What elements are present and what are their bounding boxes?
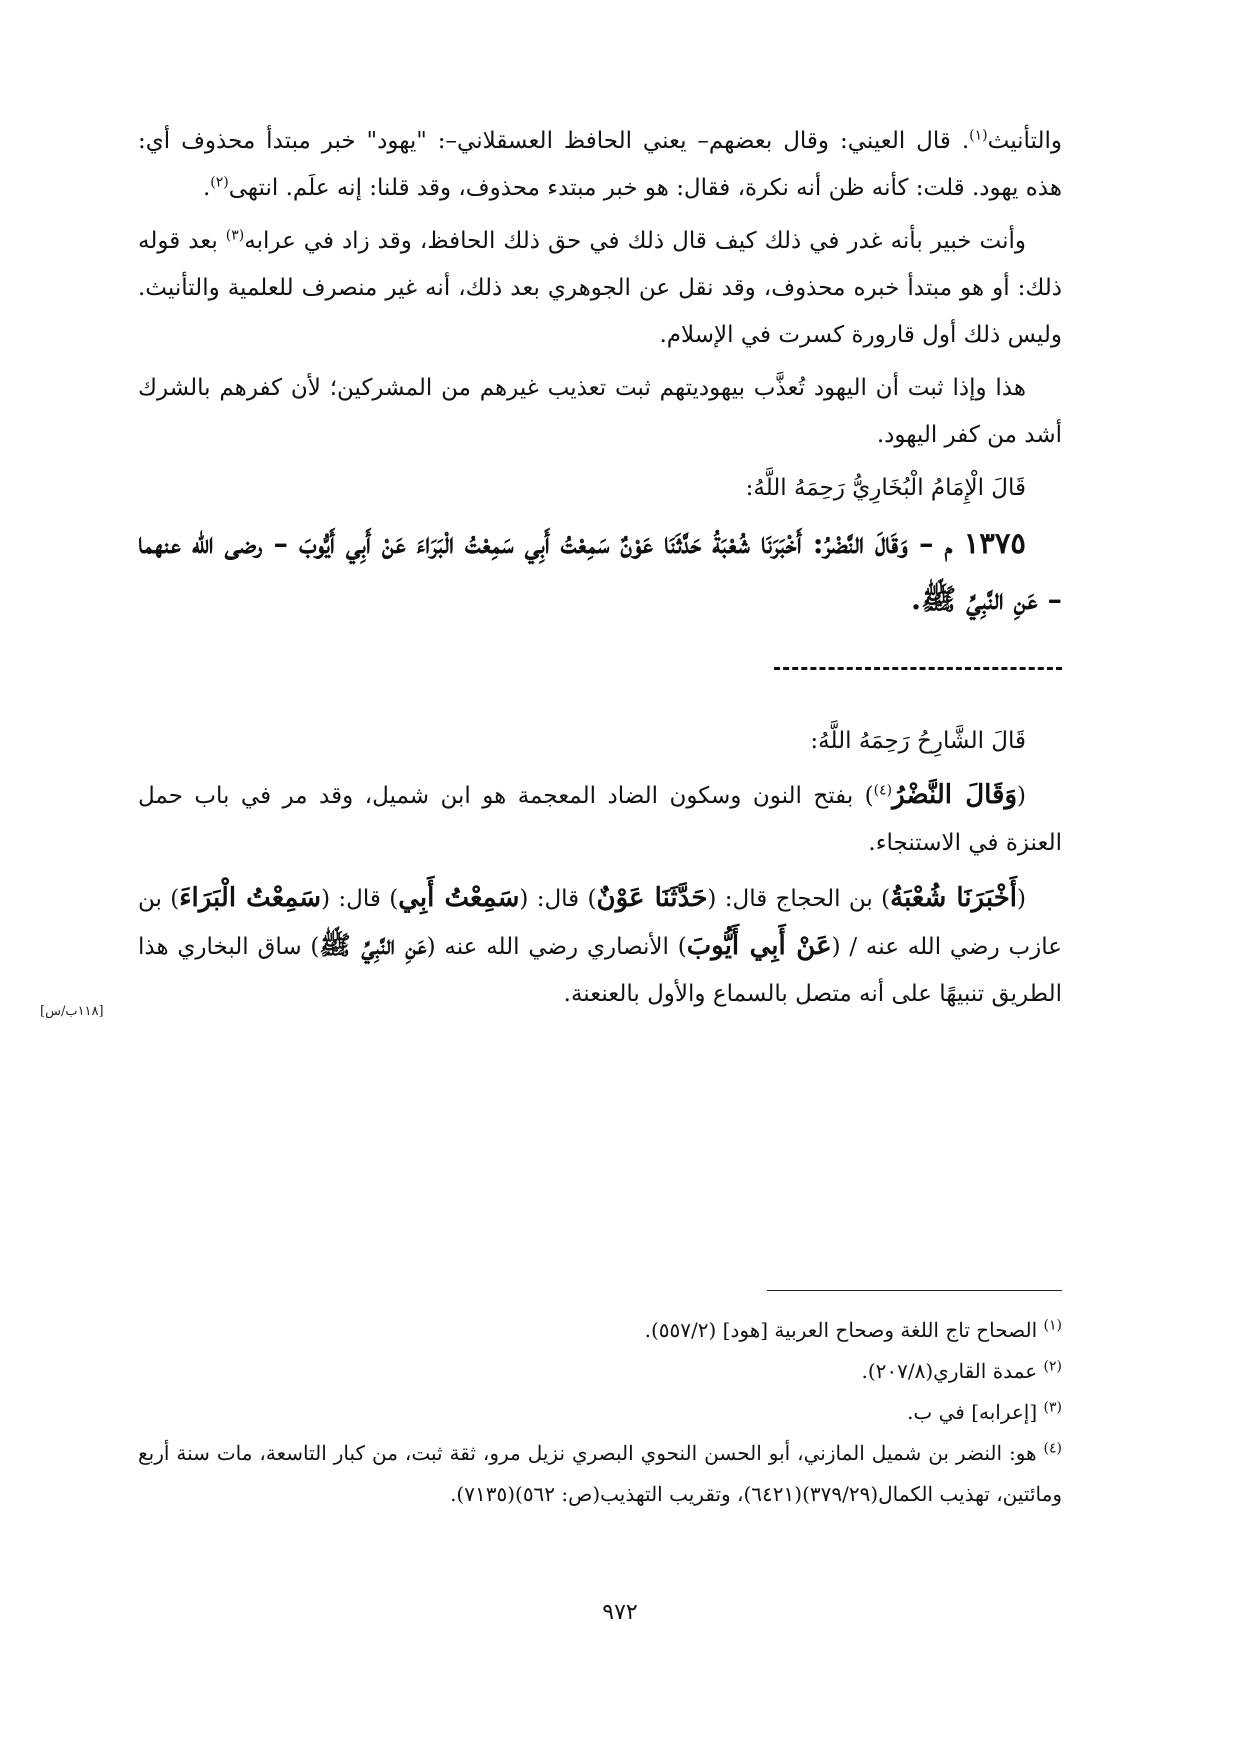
bold-quote: سَمِعْتُ الْبَرَاءَ (179, 883, 322, 913)
footnote-ref[interactable]: (١) (969, 127, 988, 144)
footnote-text: هو: النضر بن شميل المازني، أبو الحسن النحوي البصري نزيل مرو، ثقة ثبت، من كبار التاسعة، مات سنة أربع ومائتين، تهذيب الكمال(٣٧٩/٢٩)(٦٤٢١)، وتقريب التهذيب(ص: ٥٦٢)(٧١٣٥). (138, 1441, 1062, 1506)
main-text (138, 118, 1062, 1024)
footnote-number: (٢) (1043, 1358, 1062, 1375)
footnote-ref[interactable]: (٣) (225, 227, 245, 244)
bold-quote: عَنْ أَبِي أَيُّوبَ (686, 931, 832, 961)
paragraph-3: هذا وإذا ثبت أن اليهود تُعذَّب بيهوديتهم ثبت تعذيب غيرهم من المشركين؛ لأن كفرهم بالشرك أشد من كفر اليهود. (138, 375, 1062, 448)
paragraph-2 (138, 218, 1062, 359)
footnote-divider (767, 1290, 1062, 1291)
text-span: ) بن الحجاج قال: ( (707, 886, 891, 912)
text-span: ) قال: ( (321, 886, 399, 912)
footnote-number: (٤) (1043, 1440, 1062, 1457)
bold-quote: حَدَّثَنَا عَوْنٌ (596, 883, 708, 913)
footnote-4 (138, 1433, 1062, 1515)
text-span: والتأنيث (987, 128, 1062, 154)
footnote-text: عمدة القاري(٢٠٧/٨). (861, 1359, 1044, 1383)
text-span: بعد قوله ذلك: أو هو مبتدأ خبره محذوف، وقد نقل عن الجوهري بعد ذلك، أنه غير منصرف للعلمية والتأنيث. وليس ذلك أول قارورة كسرت في الإسلام. (138, 228, 1062, 348)
footnote-number: (٣) (1043, 1399, 1062, 1416)
text-span: ( (1017, 783, 1026, 809)
manuscript-margin-note: [١١٨ب/س] (40, 1004, 104, 1019)
text-span: ) قال: ( (519, 886, 597, 912)
text-span: . قال العيني: وقال بعضهم– يعني الحافظ العسقلاني–: "يهود" خبر مبتدأ محذوف أي: هذه يهود. قلت: كأنه ظن أنه نكرة، فقال: هو خبر مبتدء محذوف، وقد قلنا: إنه علَم. انتهى (138, 128, 1062, 201)
sharih-heading: قَالَ الشَّارِحُ رَحِمَهُ اللَّهُ: (810, 728, 1026, 754)
footnote-1 (138, 1310, 1062, 1351)
footnote-ref[interactable]: (٢) (210, 174, 229, 191)
text-span: ) ساق البخاري هذا الطريق تنبيهًا على أنه متصل بالسماع والأول بالعنعنة. (138, 934, 1062, 1007)
footnote-text: الصحاح تاج اللغة وصحاح العربية [هود] (٥٥٧/٢). (644, 1318, 1044, 1342)
paragraph-4 (138, 772, 1062, 867)
footnote-ref[interactable]: (٤) (873, 782, 893, 799)
footnote-2 (138, 1351, 1062, 1392)
text-span: ) الأنصاري رضي الله عنه ( (426, 934, 687, 960)
page-number: ٩٧٢ (602, 1600, 638, 1625)
footnotes (138, 1310, 1062, 1515)
text-span: . (202, 175, 211, 201)
bukhari-heading: قَالَ الْإِمَامُ الْبُخَارِيُّ رَحِمَهُ اللَّهُ: (745, 475, 1026, 501)
footnote-3 (138, 1392, 1062, 1433)
text-span: ) بن عازب رضي الله عنه / ( (138, 886, 1062, 960)
text-span: ( (1017, 886, 1026, 912)
bold-quote: عَنِ النَّبِيِّ ﷺ (319, 931, 427, 961)
bold-quote: وَقَالَ النَّضْرُ (892, 780, 1018, 810)
bold-quote: أَخْبَرَنَا شُعْبَةُ (890, 883, 1018, 913)
hadith-text: ١٣٧٥ م – وَقَالَ النَّضْرُ: أَخْبَرَنَا شُعْبَةُ حَدَّثَنَا عَوْنٌ سَمِعْتُ أَبِي سَمِعْتُ الْبَرَاءَ عَنْ أَبِي أَيُّوبَ – رضى الله عنهما – عَنِ النَّبِيِّ ﷺ. (138, 526, 1062, 616)
footnote-number: (١) (1043, 1317, 1062, 1334)
paragraph-5 (138, 875, 1062, 1018)
bold-quote: سَمِعْتُ أَبِي (398, 883, 520, 913)
paragraph-1 (138, 118, 1062, 212)
text-span: وأنت خبير بأنه غدر في ذلك كيف قال ذلك في حق ذلك الحافظ، وقد زاد في عرابه (244, 228, 1026, 254)
footnote-text: [إعرابه] في ب. (907, 1400, 1044, 1424)
text-span: ) بفتح النون وسكون الضاد المعجمة هو ابن شميل، وقد مر في باب حمل العنزة في الاستنجاء. (138, 783, 1062, 856)
